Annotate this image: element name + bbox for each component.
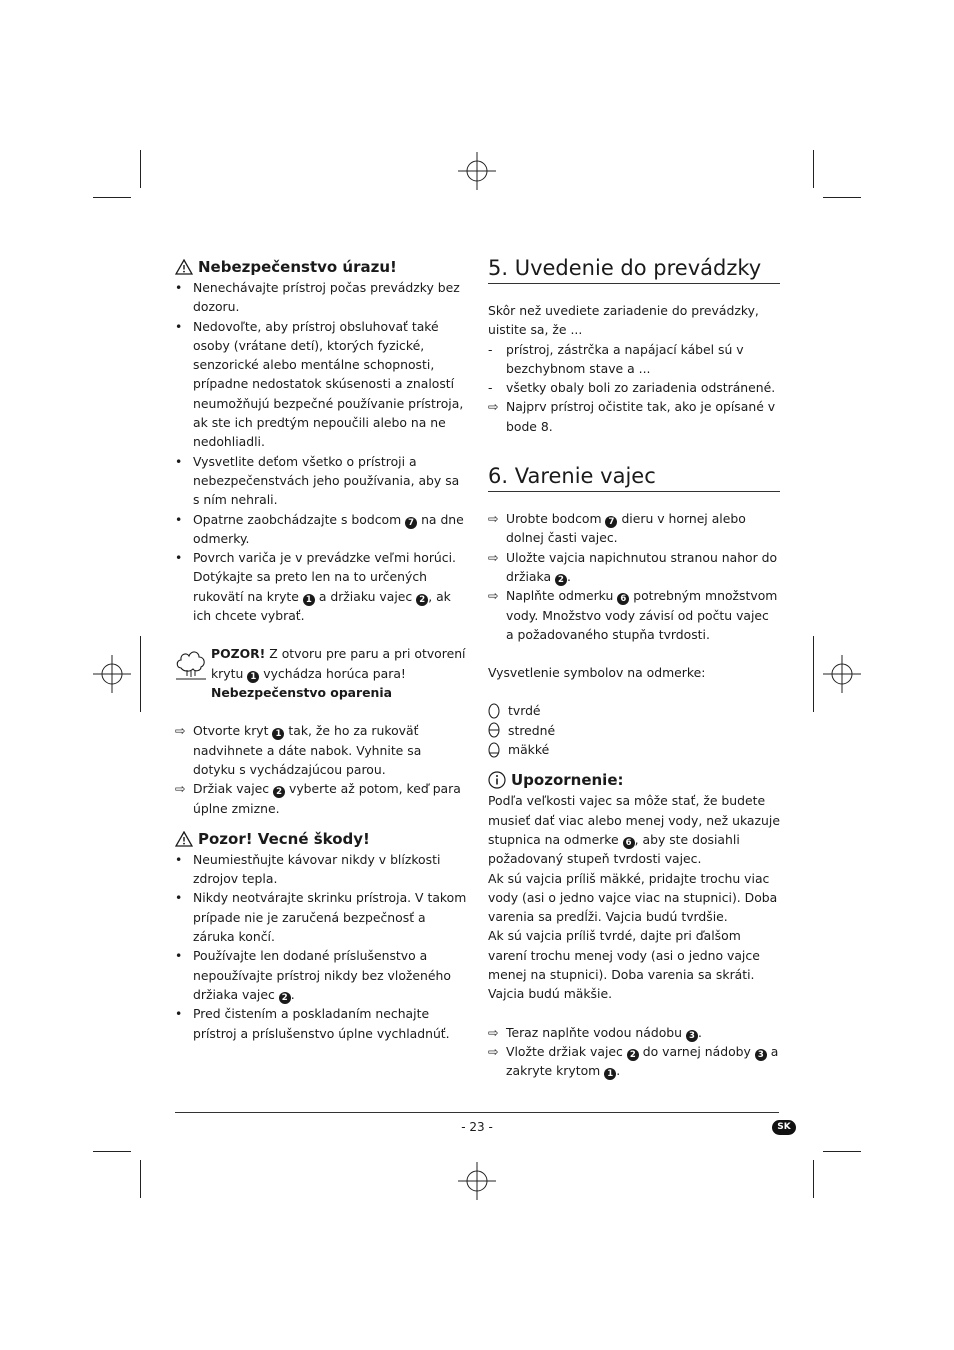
footer-rule (175, 1112, 779, 1113)
ref-2: 2 (555, 574, 567, 586)
symbol-hard: tvrdé (488, 701, 780, 720)
arrow-icon: ⇨ (488, 549, 499, 565)
arrow-icon: ⇨ (488, 511, 499, 527)
list-item: - všetky obaly boli zo zariadenia odstránené. (488, 380, 776, 396)
list-item: • Opatrne zaobchádzajte s bodcom 7 na dne odmerky. (175, 511, 464, 546)
arrow-icon: ⇨ (488, 588, 499, 604)
left-column (175, 256, 467, 1043)
injury-heading-text: Nebezpečenstvo úrazu! (198, 258, 397, 276)
list-item: ⇨ Urobte bodcom 7 dieru v hornej alebo dolnej časti vajec. (488, 511, 746, 546)
egg-medium-icon (488, 722, 500, 738)
note-text-3: Ak sú vajcia príliš tvrdé, dajte pri ďalšom varení trochu menej vody (asi o jedno vajce menej na stupnici). Doba varenia sa skráti. Vajcia budú mäkšie. (488, 928, 760, 1002)
list-item: ⇨ Vložte držiak vajec 2 do varnej nádoby 3 a zakryte krytom 1 . (488, 1043, 779, 1080)
crop-mark (93, 1151, 131, 1152)
list-item: • Nenechávajte prístroj počas prevádzky bez dozoru. (175, 280, 460, 315)
scald-warning: Nebezpečenstvo oparenia (211, 684, 392, 700)
info-icon (488, 771, 506, 789)
language-badge: SK (772, 1120, 796, 1135)
injury-list (175, 278, 467, 625)
arrow-icon: ⇨ (488, 399, 499, 415)
pozor-label: POZOR! (211, 646, 266, 662)
arrow-icon: ⇨ (175, 781, 186, 797)
ref-2: 2 (273, 786, 285, 798)
ref-2: 2 (627, 1049, 639, 1061)
page-number: - 23 - (461, 1120, 493, 1134)
list-item: ⇨ Držiak vajec 2 vyberte až potom, keď para úplne zmizne. (175, 781, 461, 816)
list-item: ⇨ Otvorte kryt 1 tak, že ho za rukoväť nadvihnete a dáte nabok. Vyhnite sa dotyku s vychádzajúcou parou. (175, 723, 422, 777)
ref-7: 7 (405, 517, 417, 529)
list-item: • Povrch variča je v prevádzke veľmi horúci. Dotýkajte sa preto len na to určených rukovätí na kryte 1 a držiaku vajec 2 , ak ich chcete vybrať. (175, 550, 456, 624)
step-list (488, 509, 780, 644)
list-item: • Pred čistením a poskladaním nechajte prístroj a príslušenstvo úplne vychladnúť. (175, 1006, 450, 1041)
registration-mark-icon (458, 1162, 496, 1200)
damage-heading (175, 828, 467, 850)
action-list (175, 721, 467, 817)
crop-mark (140, 1160, 141, 1198)
crop-mark (823, 197, 861, 198)
ref-6: 6 (617, 593, 629, 605)
arrow-icon: ⇨ (488, 1024, 499, 1040)
list-item: ⇨ Naplňte odmerku 6 potrebným množstvom vody. Množstvo vody závisí od počtu vajec a požadovaného stupňa tvrdosti. (488, 588, 778, 642)
ref-2: 2 (416, 594, 428, 606)
list-item: • Nikdy neotvárajte skrinku prístroja. V takom prípade nie je zaručená bezpečnosť a záruka končí. (175, 890, 467, 945)
crop-mark (823, 1151, 861, 1152)
egg-hard-icon (488, 703, 500, 719)
section-6-title: 6. Varenie vajec (488, 462, 780, 492)
warning-triangle-icon (175, 259, 193, 275)
list-item: ⇨ Teraz naplňte vodou nádobu 3 . (488, 1024, 702, 1041)
note-text-2: Ak sú vajcia príliš mäkké, pridajte trochu viac vody (asi o jedno vajce viac na stupnici). Doba varenia sa predĺži. Vajcia budú tvrdšie. (488, 870, 778, 925)
warning-triangle-icon (175, 831, 193, 847)
arrow-icon: ⇨ (175, 723, 186, 739)
ref-3: 3 (755, 1049, 767, 1061)
egg-soft-icon (488, 742, 500, 758)
injury-heading (175, 256, 467, 278)
list-item: • Nedovoľte, aby prístroj obsluhovať také osoby (vrátane detí), ktorých fyzické, senzorické alebo mentálne schopnosti, prípadne nedostatok skúsenosti a znalostí neumožňujú bezpečné používanie prístroja, ak ste ich predtým nepoučili alebo na ne nedohliadli. (175, 318, 464, 450)
list-item: ⇨ Najprv prístroj očistite tak, ako je opísané v bode 8. (488, 399, 776, 434)
crop-mark (813, 636, 814, 712)
damage-list (175, 850, 467, 1043)
right-column (488, 254, 780, 1081)
list-item: ⇨ Uložte vajcia napichnutou stranou nahor do držiaka 2 . (488, 549, 778, 585)
ref-2: 2 (279, 992, 291, 1004)
list-item: - prístroj, zástrčka a napájací kábel sú v bezchybnom stave a ... (488, 341, 744, 376)
list-item: • Používajte len dodané príslušenstvo a nepoužívajte prístroj nikdy bez vloženého držiaka vajec 2 . (175, 948, 451, 1003)
ref-3: 3 (686, 1030, 698, 1042)
note-heading (488, 769, 780, 791)
section-5-title: 5. Uvedenie do prevádzky (488, 254, 780, 284)
ref-1: 1 (272, 728, 284, 740)
crop-mark (140, 150, 141, 188)
legend-intro: Vysvetlenie symbolov na odmerke: (488, 665, 706, 681)
intro-text: Skôr než uvediete zariadenie do prevádzky, uistite sa, že ... (488, 303, 759, 338)
note-text-1: Podľa veľkosti vajec sa môže stať, že budete musieť dať viac alebo menej vody, než ukazuje stupnica na odmerke 6 , aby ste dosiahli požadovaný stupeň tvrdosti vajec. (488, 793, 780, 867)
crop-mark (93, 197, 131, 198)
steam-warning-box: POZOR! Z otvoru pre paru a pri otvorení krytu 1 vychádza horúca para! Nebezpečenstvo oparenia (175, 644, 467, 702)
symbol-soft: mäkké (488, 740, 780, 759)
hot-steam-icon (175, 646, 207, 680)
list-item: • Vysvetlite deťom všetko o prístroji a nebezpečenstvách jeho používania, aby sa s ním nehrali. (175, 453, 460, 508)
registration-mark-icon (93, 655, 131, 693)
damage-heading-text: Pozor! Vecné škody! (198, 829, 370, 848)
arrow-icon: ⇨ (488, 1043, 499, 1059)
ref-7: 7 (605, 516, 617, 528)
ref-1: 1 (247, 671, 259, 683)
crop-mark (813, 150, 814, 188)
crop-mark (813, 1160, 814, 1198)
registration-mark-icon (458, 152, 496, 190)
note-heading-text: Upozornenie: (511, 771, 624, 790)
final-steps (488, 1023, 780, 1081)
list-item: • Neumiestňujte kávovar nikdy v blízkosti zdrojov tepla. (175, 851, 441, 887)
check-list (488, 340, 780, 436)
ref-6: 6 (623, 837, 635, 849)
ref-1: 1 (604, 1068, 616, 1080)
registration-mark-icon (823, 655, 861, 693)
crop-mark (140, 636, 141, 712)
symbol-medium: stredné (488, 721, 780, 740)
ref-1: 1 (303, 594, 315, 606)
